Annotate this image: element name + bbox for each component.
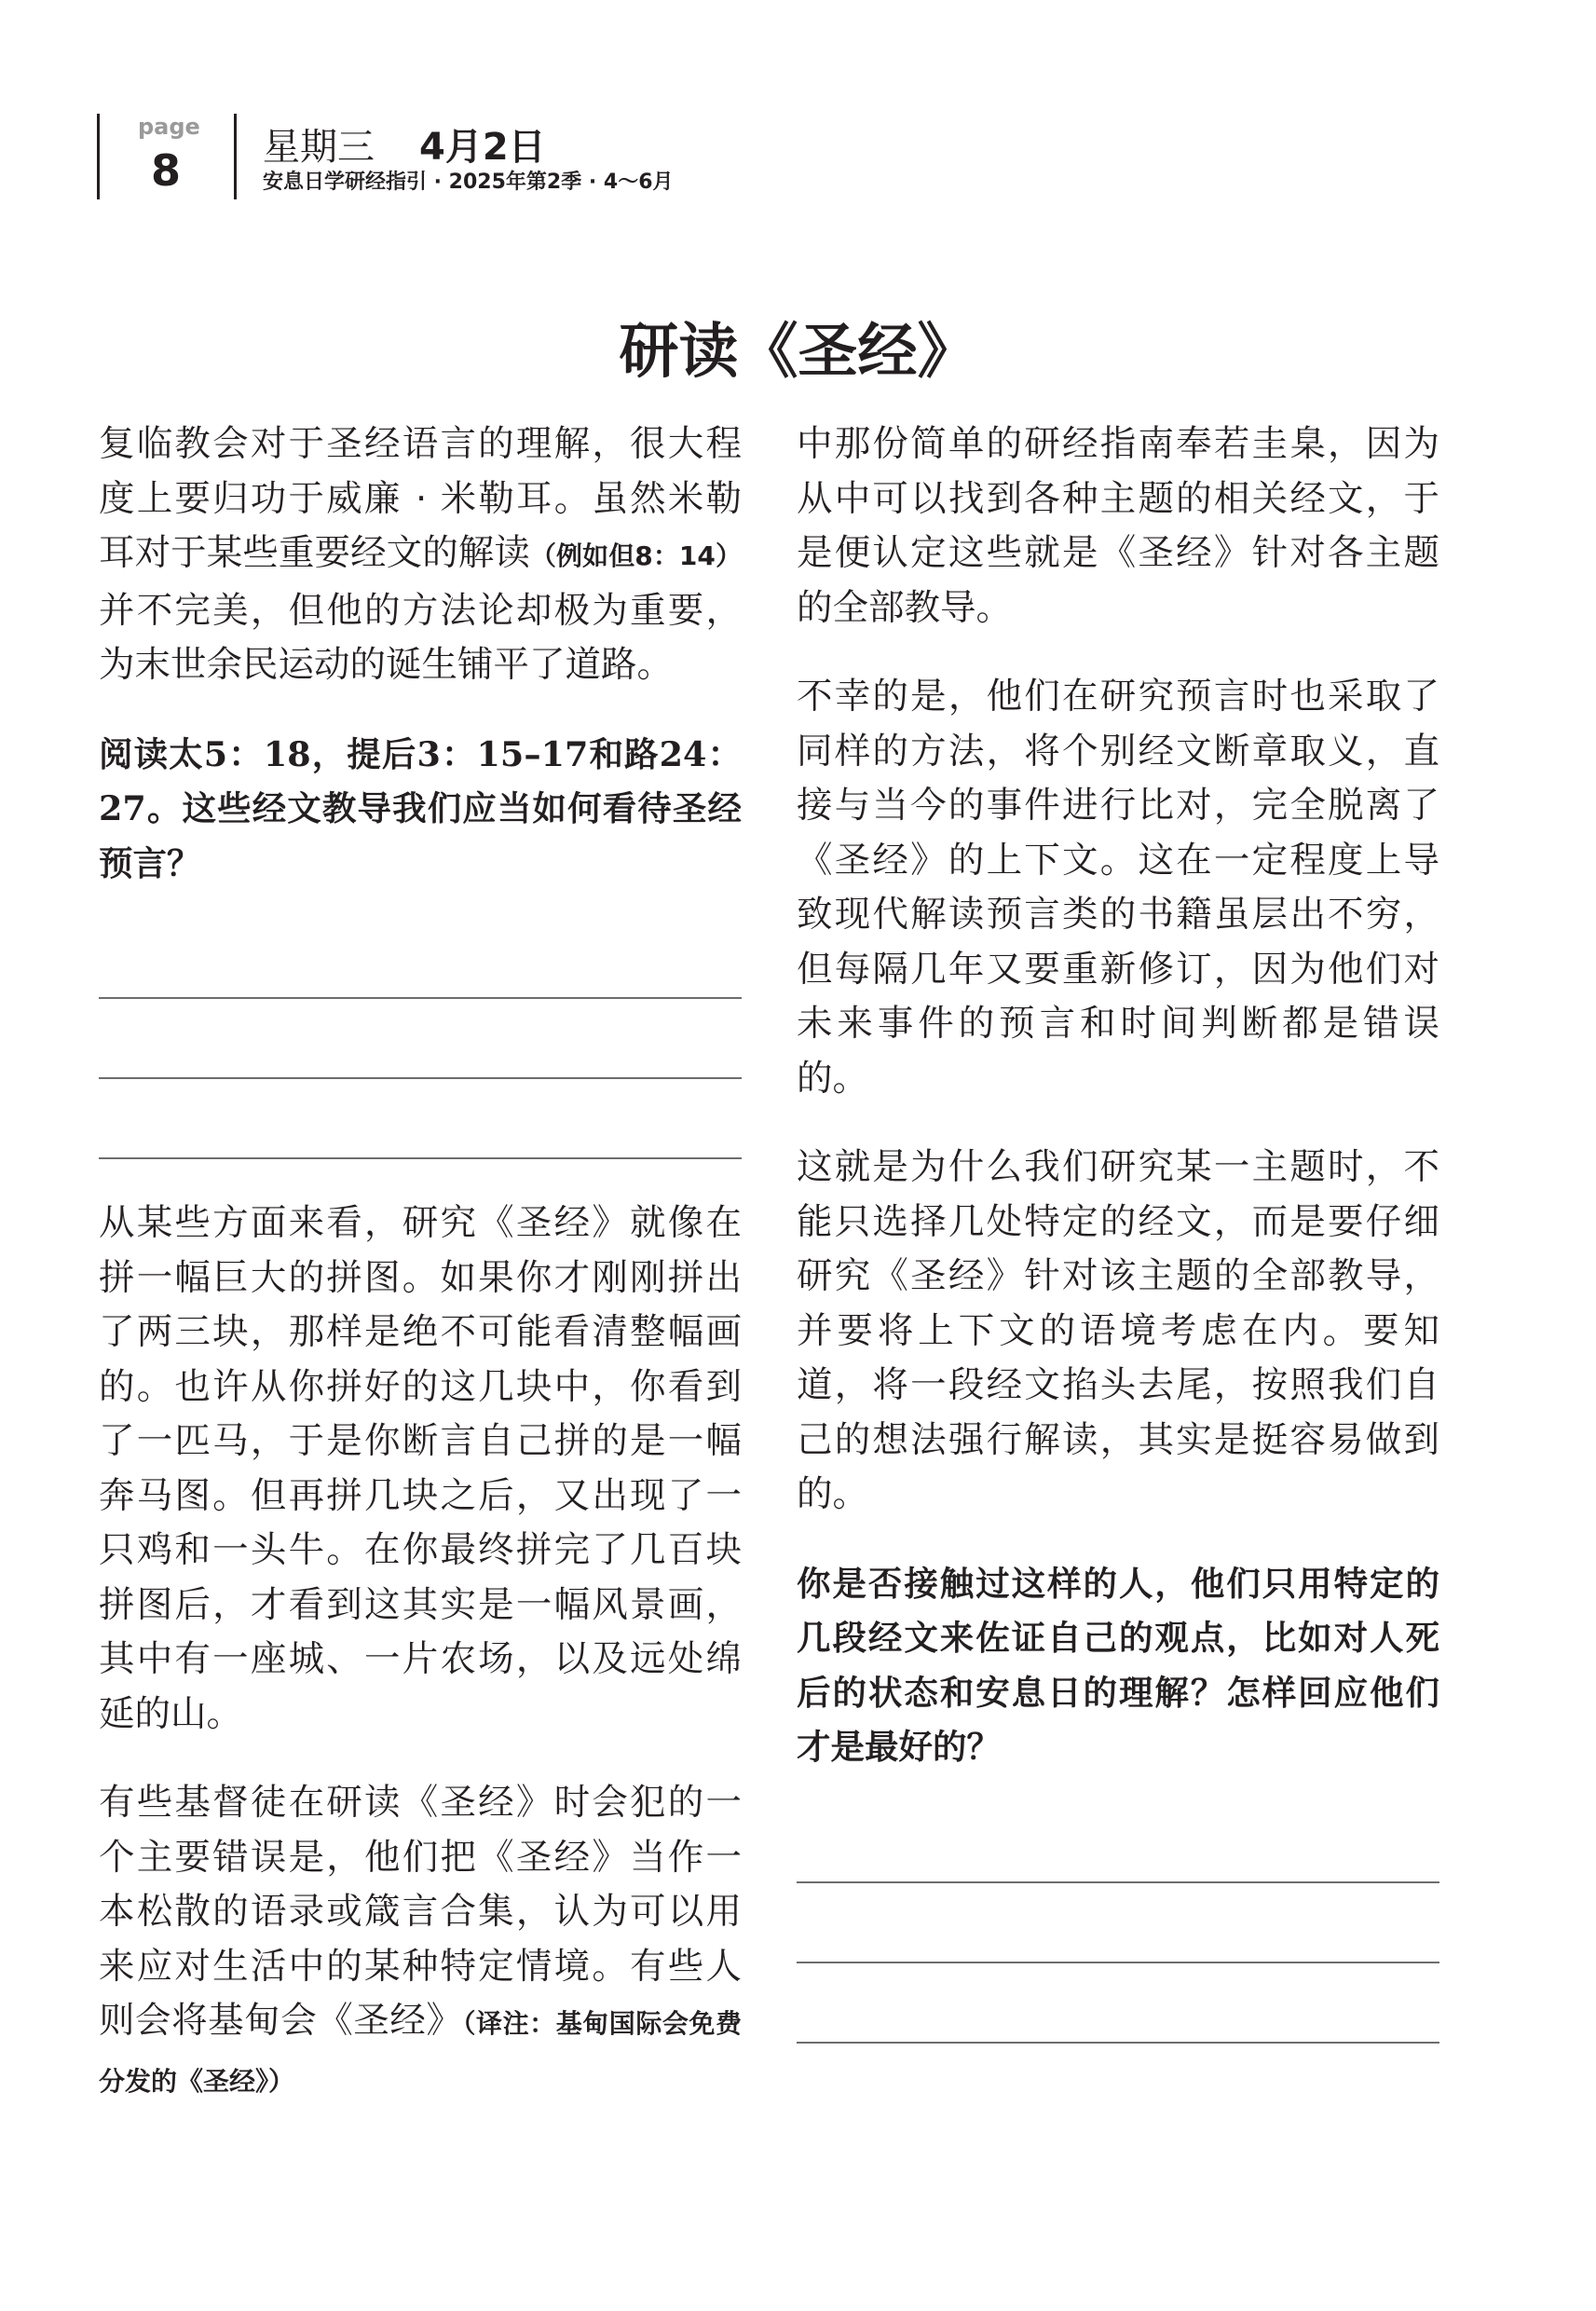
answer-line[interactable] (99, 1079, 742, 1159)
page-number: 8 (150, 145, 181, 196)
paragraph-context: 这就是为什么我们研究某一主题时，不能只选择几处特定的经文，而是要仔细研究《圣经》针对该主题的全部教导，并要将上下文的语境考虑在内。要知道，将一段经文掐头去尾，按照我们自己的想法强行解读，其实是挺容易做到的。 (797, 1146, 1439, 1515)
answer-lines-2 (797, 1803, 1439, 2044)
left-column (99, 417, 742, 2143)
answer-line[interactable] (797, 1963, 1439, 2044)
paragraph-prophecy: 不幸的是，他们在研究预言时也采取了同样的方法，将个别经文断章取义，直接与当今的事件进行比对，完全脱离了《圣经》的上下文。这在一定程度上导致现代解读预言类的书籍虽层出不穷，但每隔几年又要重新修订，因为他们对未来事件的预言和时间判断都是错误的。 (797, 676, 1439, 1100)
paragraph-intro-text-a: 复临教会对于圣经语言的理解，很大程度上要归功于威廉 · 米勒耳。虽然米勒耳对于某些重要经文的解读 (99, 423, 742, 574)
header-weekday: 星期三 (263, 126, 375, 169)
answer-line[interactable] (797, 1883, 1439, 1963)
page-title: 研读《圣经》 (619, 317, 977, 387)
paragraph-intro-text-b: 并不完美，但他的方法论却极为重要，为末世余民运动的诞生铺平了道路。 (99, 589, 742, 686)
study-question-2: 你是否接触过这样的人，他们只用特定的几段经文来佐证自己的观点，比如对人死后的状态和安息日的理解？怎样回应他们才是最好的？ (797, 1563, 1439, 1767)
paragraph-intro (99, 417, 742, 693)
header-date: 4月2日 (419, 126, 546, 169)
header-divider-right (234, 114, 237, 199)
paragraph-intro-note: （例如但8：14） (529, 540, 742, 571)
paragraph-mistake (99, 1776, 742, 2109)
paragraph-puzzle: 从某些方面来看，研究《圣经》就像在拼一幅巨大的拼图。如果你才刚刚拼出了两三块，那样是绝不可能看清整幅画的。也许从你拼好的这几块中，你看到了一匹马，于是你断言自己拼的是一幅奔马图。但再拼几块之后，又出现了一只鸡和一头牛。在你最终拼完了几百块拼图后，才看到这其实是一幅风景画，其中有一座城、一片农场，以及远处绵延的山。 (99, 1202, 742, 1735)
answer-line[interactable] (99, 999, 742, 1079)
paragraph-study-guide: 中那份简单的研经指南奉若圭臬，因为从中可以找到各种主题的相关经文，于是便认定这些就是《圣经》针对各主题的全部教导。 (797, 423, 1439, 629)
answer-line[interactable] (797, 1803, 1439, 1883)
page-label: page (138, 114, 200, 140)
header-divider-left (97, 114, 100, 199)
paragraph-mistake-note: （译注：基甸国际会免费分发的《圣经》） (99, 2008, 742, 2097)
paragraph-mistake-text: 有些基督徒在研读《圣经》时会犯的一个主要错误是，他们把《圣经》当作一本松散的语录或箴言合集，认为可以用来应对生活中的某种特定情境。有些人则会将基甸会《圣经》 (99, 1782, 742, 2042)
header-subtitle: 安息日学研经指引 · 2025年第2季 · 4～6月 (263, 171, 674, 194)
page-header (0, 0, 1596, 214)
study-question-1: 阅读太5：18，提后3：15–17和路24：27。这些经文教导我们应当如何看待圣经预言？ (99, 733, 742, 883)
answer-lines-1 (99, 919, 742, 1159)
right-column (797, 417, 1439, 2081)
answer-line[interactable] (99, 919, 742, 999)
